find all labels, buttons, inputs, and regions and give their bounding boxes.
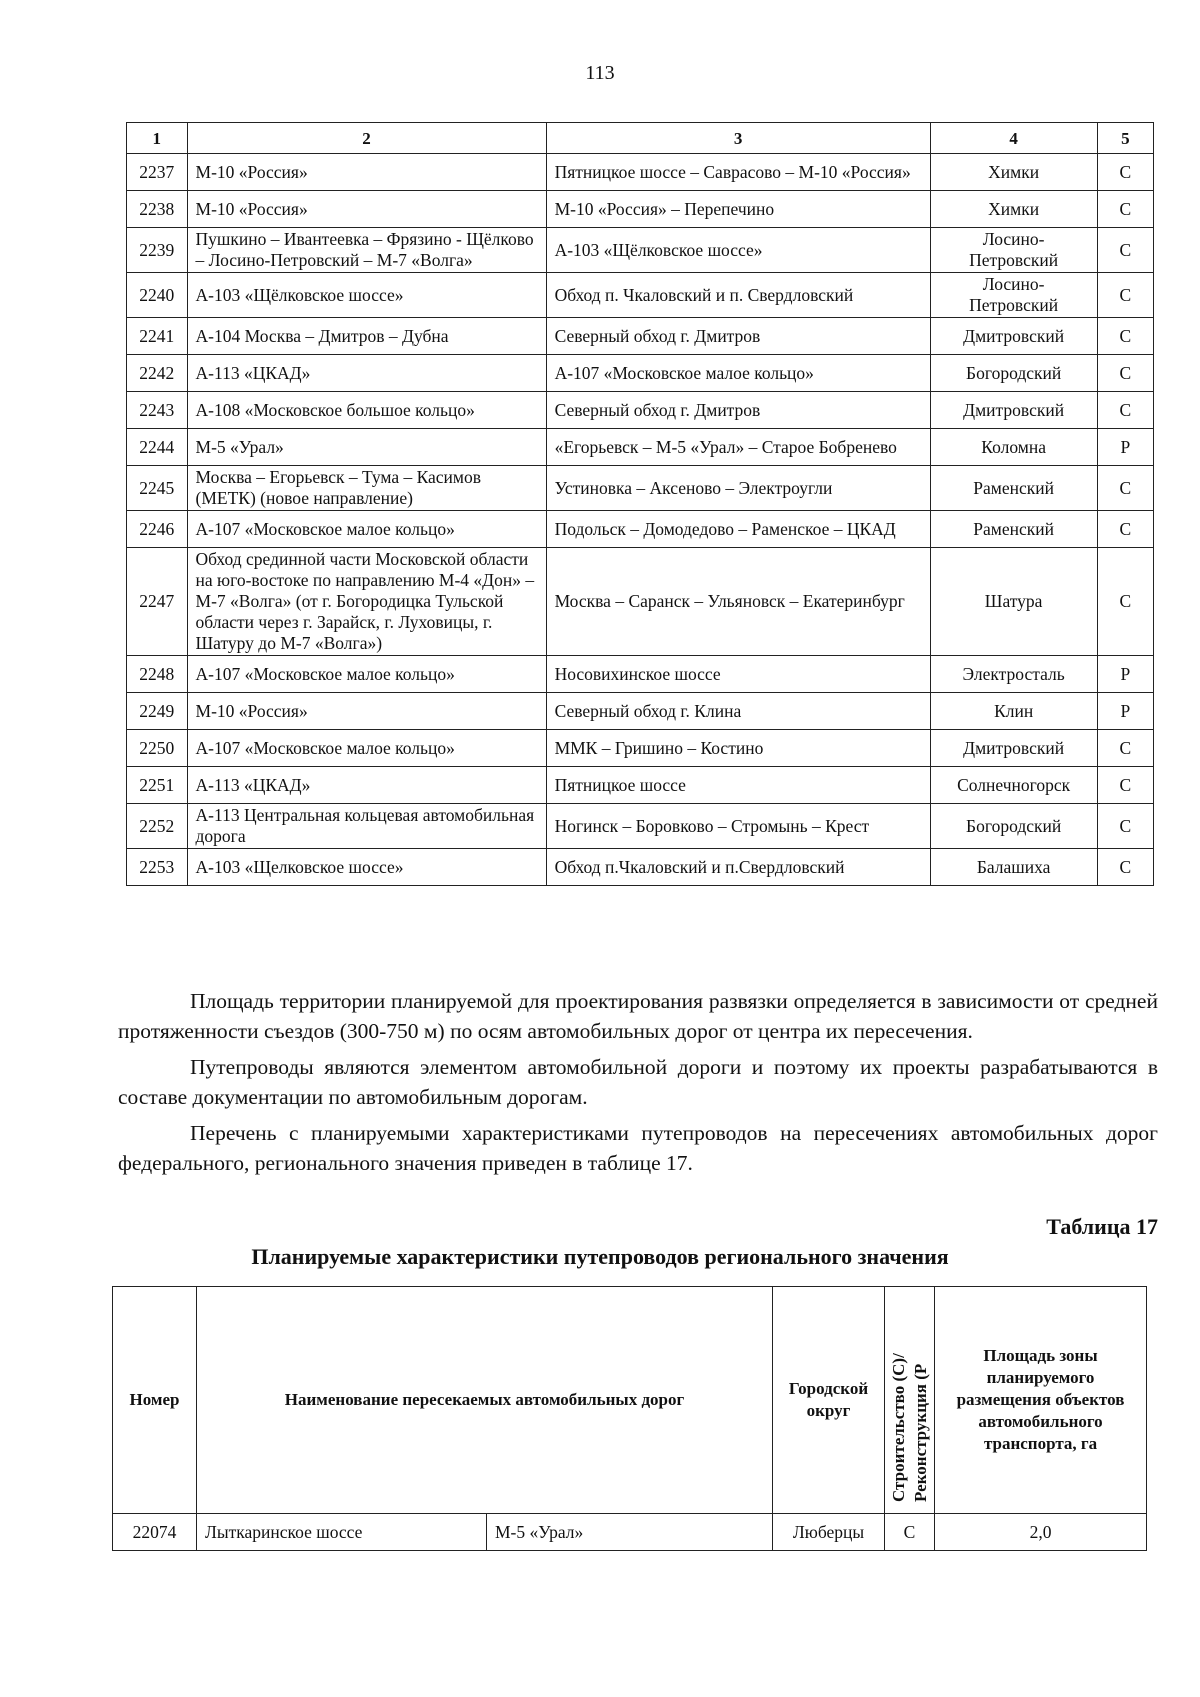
cell-num: 2238 xyxy=(127,191,188,228)
header-area: Площадь зоны планируемого размещения объектов автомобильного транспорта, га xyxy=(935,1287,1147,1514)
paragraph: Перечень с планируемыми характеристиками путепроводов на пересечениях автомобильных дорог федерального, регионального значения приведен в таблице 17. xyxy=(118,1121,1158,1175)
cell-num: 2241 xyxy=(127,318,188,355)
cell-type: С xyxy=(1097,228,1153,273)
table-row xyxy=(127,466,1154,511)
cell-type: С xyxy=(1097,392,1153,429)
cell-type: С xyxy=(1097,273,1153,318)
cell-num: 2253 xyxy=(127,849,188,886)
cell-num: 2240 xyxy=(127,273,188,318)
cell-section: Пятницкое шоссе – Саврасово – М-10 «Россия» xyxy=(546,154,930,191)
cell-road: А-103 «Щелковское шоссе» xyxy=(187,849,546,886)
cell-district: Лосино-Петровский xyxy=(930,228,1097,273)
cell-district: Дмитровский xyxy=(930,730,1097,767)
table-row xyxy=(127,656,1154,693)
table-row xyxy=(127,392,1154,429)
paragraph: Площадь территории планируемой для проектирования развязки определяется в зависимости от средней протяженности съездов (300-750 м) по осям автомобильных дорог от центра их пересечения. xyxy=(118,989,1158,1043)
table-label: Таблица 17 xyxy=(1046,1214,1158,1239)
cell-district: Люберцы xyxy=(773,1514,885,1551)
table-row xyxy=(127,730,1154,767)
cell-section: Обход п. Чкаловский и п. Свердловский xyxy=(546,273,930,318)
cell-district: Богородский xyxy=(930,355,1097,392)
header-cell: 4 xyxy=(930,123,1097,154)
cell-section: А-103 «Щёлковское шоссе» xyxy=(546,228,930,273)
header-cell: 2 xyxy=(187,123,546,154)
cell-section: Москва – Саранск – Ульяновск – Екатеринбург xyxy=(546,548,930,656)
cell-road: А-107 «Московское малое кольцо» xyxy=(187,511,546,548)
header-cell: 3 xyxy=(546,123,930,154)
cell-type: С xyxy=(1097,355,1153,392)
cell-road1: Лыткаринское шоссе xyxy=(197,1514,487,1551)
cell-district: Химки xyxy=(930,154,1097,191)
table-header-row xyxy=(127,123,1154,154)
table-row xyxy=(127,804,1154,849)
cell-num: 2242 xyxy=(127,355,188,392)
body-text xyxy=(118,986,1158,1184)
cell-district: Химки xyxy=(930,191,1097,228)
header-type-text: Строительство (С)/ Реконструкция (Р xyxy=(888,1353,930,1502)
table-row xyxy=(127,849,1154,886)
cell-type: Р xyxy=(1097,429,1153,466)
cell-district: Клин xyxy=(930,693,1097,730)
table-header-row xyxy=(113,1287,1147,1514)
overpass-table xyxy=(112,1286,1147,1551)
cell-num: 2248 xyxy=(127,656,188,693)
cell-road: А-113 «ЦКАД» xyxy=(187,355,546,392)
cell-type: С xyxy=(1097,466,1153,511)
cell-type: С xyxy=(1097,548,1153,656)
cell-road: М-5 «Урал» xyxy=(187,429,546,466)
cell-road: А-108 «Московское большое кольцо» xyxy=(187,392,546,429)
cell-type: С xyxy=(1097,154,1153,191)
cell-num: 2252 xyxy=(127,804,188,849)
header-roads: Наименование пересекаемых автомобильных дорог xyxy=(197,1287,773,1514)
cell-num: 2239 xyxy=(127,228,188,273)
cell-type: С xyxy=(1097,511,1153,548)
cell-road: М-10 «Россия» xyxy=(187,191,546,228)
cell-district: Раменский xyxy=(930,511,1097,548)
cell-district: Коломна xyxy=(930,429,1097,466)
cell-district: Электросталь xyxy=(930,656,1097,693)
cell-num: 2249 xyxy=(127,693,188,730)
cell-section: Северный обход г. Дмитров xyxy=(546,318,930,355)
cell-number: 22074 xyxy=(113,1514,197,1551)
cell-num: 2245 xyxy=(127,466,188,511)
cell-district: Богородский xyxy=(930,804,1097,849)
cell-section: Ногинск – Боровково – Стромынь – Крест xyxy=(546,804,930,849)
cell-road: А-103 «Щёлковское шоссе» xyxy=(187,273,546,318)
cell-section: Обход п.Чкаловский и п.Свердловский xyxy=(546,849,930,886)
cell-section: Подольск – Домодедово – Раменское – ЦКАД xyxy=(546,511,930,548)
cell-road: М-10 «Россия» xyxy=(187,154,546,191)
cell-num: 2247 xyxy=(127,548,188,656)
roads-table xyxy=(126,122,1154,886)
table-row xyxy=(127,767,1154,804)
page-number: 113 xyxy=(585,62,615,84)
table-row xyxy=(113,1514,1147,1551)
cell-road: А-104 Москва – Дмитров – Дубна xyxy=(187,318,546,355)
cell-section: М-10 «Россия» – Перепечино xyxy=(546,191,930,228)
cell-road: А-113 «ЦКАД» xyxy=(187,767,546,804)
cell-num: 2237 xyxy=(127,154,188,191)
table-row xyxy=(127,154,1154,191)
table-row xyxy=(127,355,1154,392)
table-row xyxy=(127,191,1154,228)
cell-area: 2,0 xyxy=(935,1514,1147,1551)
table-row xyxy=(127,693,1154,730)
cell-district: Дмитровский xyxy=(930,392,1097,429)
cell-section: Носовихинское шоссе xyxy=(546,656,930,693)
cell-district: Дмитровский xyxy=(930,318,1097,355)
cell-district: Балашиха xyxy=(930,849,1097,886)
cell-district: Раменский xyxy=(930,466,1097,511)
cell-section: Пятницкое шоссе xyxy=(546,767,930,804)
cell-road: А-113 Центральная кольцевая автомобильная дорога xyxy=(187,804,546,849)
cell-num: 2244 xyxy=(127,429,188,466)
table-row xyxy=(127,228,1154,273)
header-cell: 1 xyxy=(127,123,188,154)
cell-road: А-107 «Московское малое кольцо» xyxy=(187,730,546,767)
cell-num: 2251 xyxy=(127,767,188,804)
cell-road2: М-5 «Урал» xyxy=(487,1514,773,1551)
table-row xyxy=(127,511,1154,548)
table-row xyxy=(127,548,1154,656)
cell-num: 2243 xyxy=(127,392,188,429)
table-row xyxy=(127,273,1154,318)
paragraph: Путепроводы являются элементом автомобильной дороги и поэтому их проекты разрабатываются в составе документации по автомобильным дорогам. xyxy=(118,1055,1158,1109)
cell-num: 2246 xyxy=(127,511,188,548)
cell-type: Р xyxy=(1097,693,1153,730)
table-row xyxy=(127,318,1154,355)
cell-type: С xyxy=(1097,849,1153,886)
cell-district: Шатура xyxy=(930,548,1097,656)
cell-road: Москва – Егорьевск – Тума – Касимов (МЕТК) (новое направление) xyxy=(187,466,546,511)
cell-type: С xyxy=(1097,804,1153,849)
cell-num: 2250 xyxy=(127,730,188,767)
cell-road: А-107 «Московское малое кольцо» xyxy=(187,656,546,693)
cell-type: С xyxy=(1097,318,1153,355)
cell-road: М-10 «Россия» xyxy=(187,693,546,730)
table-title: Планируемые характеристики путепроводов регионального значения xyxy=(251,1244,949,1269)
header-type xyxy=(885,1287,935,1514)
cell-road: Обход срединной части Московской области на юго-востоке по направлению М-4 «Дон» – М-7 «Волга» (от г. Богородицка Тульской области через г. Зарайск, г. Луховицы, г. Шатуру до М-7 «Волга») xyxy=(187,548,546,656)
cell-section: Северный обход г. Клина xyxy=(546,693,930,730)
cell-section: Устиновка – Аксеново – Электроугли xyxy=(546,466,930,511)
cell-section: Северный обход г. Дмитров xyxy=(546,392,930,429)
header-district: Городской округ xyxy=(773,1287,885,1514)
cell-type: С xyxy=(1097,191,1153,228)
cell-section: ММК – Гришино – Костино xyxy=(546,730,930,767)
cell-type: С xyxy=(1097,730,1153,767)
header-cell: 5 xyxy=(1097,123,1153,154)
cell-road: Пушкино – Ивантеевка – Фрязино - Щёлково – Лосино-Петровский – М-7 «Волга» xyxy=(187,228,546,273)
header-number: Номер xyxy=(113,1287,197,1514)
table-row xyxy=(127,429,1154,466)
cell-section: А-107 «Московское малое кольцо» xyxy=(546,355,930,392)
cell-type: Р xyxy=(1097,656,1153,693)
cell-type: С xyxy=(1097,767,1153,804)
cell-type: С xyxy=(885,1514,935,1551)
cell-district: Лосино-Петровский xyxy=(930,273,1097,318)
cell-section: «Егорьевск – М-5 «Урал» – Старое Бобренево xyxy=(546,429,930,466)
cell-district: Солнечногорск xyxy=(930,767,1097,804)
